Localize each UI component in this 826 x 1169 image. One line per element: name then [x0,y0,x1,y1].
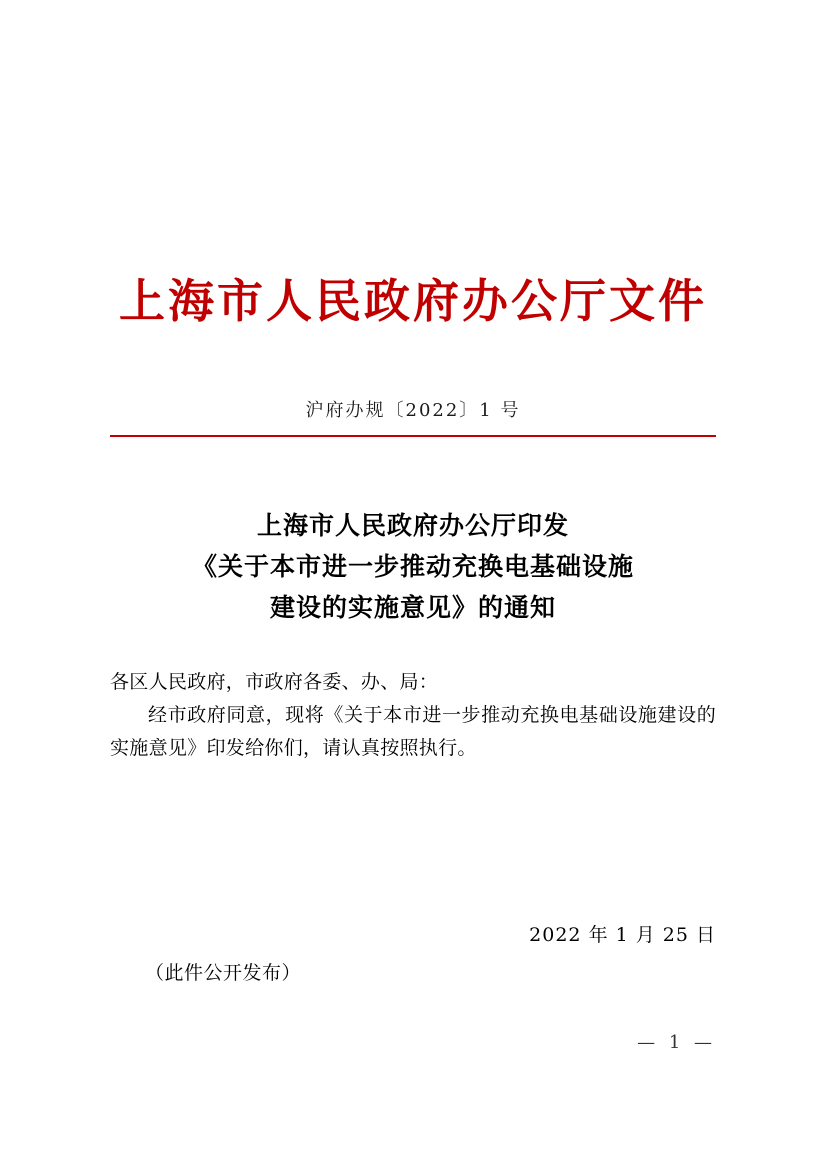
document-title [0,505,826,628]
publication-note: （此件公开发布） [145,962,302,984]
document-masthead-title: 上海市人民政府办公厅文件 [119,274,707,328]
document-title-line-3: 建设的实施意见》的通知 [269,593,556,622]
document-salutation: 各区人民政府，市政府各委、办、局： [110,671,439,693]
page-number: — 1 — [637,1032,716,1053]
document-title-line-1: 上海市人民政府办公厅印发 [256,511,569,540]
document-title-line-2: 《关于本市进一步推动充换电基础设施 [191,552,634,581]
document-body [110,666,716,765]
document-number: 沪府办规〔2022〕1 号 [305,400,521,421]
document-paragraph: 经市政府同意，现将《关于本市进一步推动充换电基础设施建设的实施意见》印发给你们，请认真按照执行。 [110,704,716,759]
red-divider-rule [110,435,716,437]
document-date: 2022 年 1 月 25 日 [529,924,716,946]
